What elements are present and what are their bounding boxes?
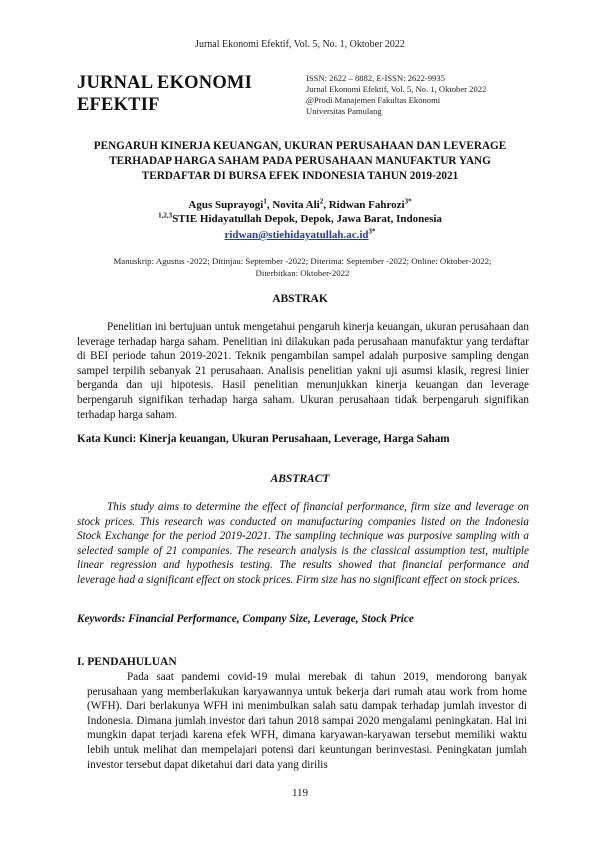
author-name: Ridwan Fahrozi [328, 199, 405, 211]
manuscript-line: Manuskrip: Agustus -2022; Ditinjau: September -2022; Diterima: September -2022; Online: Oktober-2022; [113, 256, 492, 266]
author-sup: 1 [263, 197, 267, 206]
author-sup: 2 [319, 197, 324, 206]
university: Universitas Pamulang [306, 106, 382, 116]
title-line: TERDAFTAR DI BURSA EFEK INDONESIA TAHUN 2019-2021 [141, 169, 459, 182]
affiliation-text: STIE Hidayatullah Depok, Depok, Jawa Barat, Indonesia [172, 213, 442, 225]
author-list: Agus Suprayogi$^1$, Novita Ali$^2$, Ridwan Fahrozi$^{3*}$ [188, 197, 412, 211]
page-number: 119 [291, 787, 309, 799]
email-sup: 3* [368, 227, 376, 236]
manuscript-dates [80, 255, 525, 279]
introduction-body [87, 670, 527, 772]
manuscript-line: Diterbitkan: Oktober-2022 [255, 268, 350, 278]
journal-info [306, 73, 546, 117]
journal-name-line1: JURNAL EKONOMI [77, 73, 252, 93]
title-line: PENGARUH KINERJA KEUANGAN, UKURAN PERUSAHAAN DAN LEVERAGE [93, 140, 507, 152]
abstract-heading: ABSTRACT [270, 473, 330, 485]
title-line: TERHADAP HARGA SAHAM PADA PERUSAHAAN MANUFAKTUR YANG [109, 154, 491, 167]
abstrak-keywords: Kata Kunci: Kinerja keuangan, Ukuran Perusahaan, Leverage, Harga Saham [77, 433, 450, 445]
abstract-text: This study aims to determine the effect of financial performance, firm size and leverage on stock prices. This research was conducted on manufacturing companies listed on the Indonesia Stock Exchange for the period 2019-2021. The sampling technique was purposive sampling with a selected sample of 21 companies. The research analysis is the classical assumption test, multiple linear regression and hypothesis testing. The results showed that financial performance and leverage had a significant effect on stock prices. Firm size has no significant effect on stock prices. [77, 501, 529, 586]
author-name: Novita Ali [272, 199, 320, 211]
volume-info: Jurnal Ekonomi Efektif, Vol. 5, No. 1, Oktober 2022 [306, 84, 487, 94]
author-sup: 3* [404, 197, 412, 206]
abstrak-heading: ABSTRAK [272, 293, 328, 305]
affiliation [60, 212, 540, 226]
section-heading: I. PENDAHULUAN [77, 656, 177, 668]
introduction-text: Pada saat pandemi covid-19 mulai merebak di tahun 2019, mendorong banyak perusahaan yang memberlakukan karyawannya untuk bekerja dari rumah atau work from home (WFH). Dari berlakunya WFH ini menimbulkan salah satu dampak terhadap jumlah investor di Indonesia. Dimana jumlah investor dari tahun 2018 sampai 2020 mengalami peningkatan. Hal ini mungkin dapat terjadi karena efek WFH, dimana karyawan-karyawan tersebut memiliki waktu lebih untuk melihat dan mempelajari potensi dari keuntungan berinvestasi. Peningkatan jumlah investor tersebut dapat diketahui dari data yang dirilis [87, 671, 527, 771]
copyright: @Prodi Manajemen Fakultas Ekonomi [306, 95, 441, 105]
abstract-body [77, 500, 529, 588]
running-head: Jurnal Ekonomi Efektif, Vol. 5, No. 1, Oktober 2022 [195, 39, 405, 50]
abstract-keywords: Keywords: Financial Performance, Company Size, Leverage, Stock Price [77, 613, 414, 625]
journal-name-line2: EFEKTIF [77, 95, 160, 115]
corresponding-email [60, 228, 540, 242]
affiliation-sup: 1,2,3 [158, 211, 173, 220]
abstrak-body [77, 320, 529, 422]
author-name: Agus Suprayogi [188, 199, 264, 211]
journal-name [77, 72, 277, 116]
article-title [60, 139, 540, 183]
email-link[interactable]: ridwan@stiehidayatullah.ac.id [224, 229, 369, 241]
abstrak-text: Penelitian ini bertujuan untuk mengetahui pengaruh kinerja keuangan, ukuran perusahaan dan leverage terhadap harga saham. Penelitian ini dilakukan pada perusahaan manufaktur yang terdaftar di BEI periode tahun 2019-2021. Teknik pengambilan sampel adalah purposive sampling dengan sampel terpilih sebanyak 21 perusahaan. Analisis penelitian yakni uji asumsi klasik, regresi linier berganda dan uji hipotesis. Hasil penelitian menunjukkan kinerja keuangan dan leverage berpengaruh signifikan terhadap harga saham. Ukuran perusahaan tidak berpengaruh signifikan terhadap harga saham. [77, 321, 529, 421]
issn: ISSN: 2622 – 8882, E-ISSN: 2622-9935 [306, 73, 445, 83]
